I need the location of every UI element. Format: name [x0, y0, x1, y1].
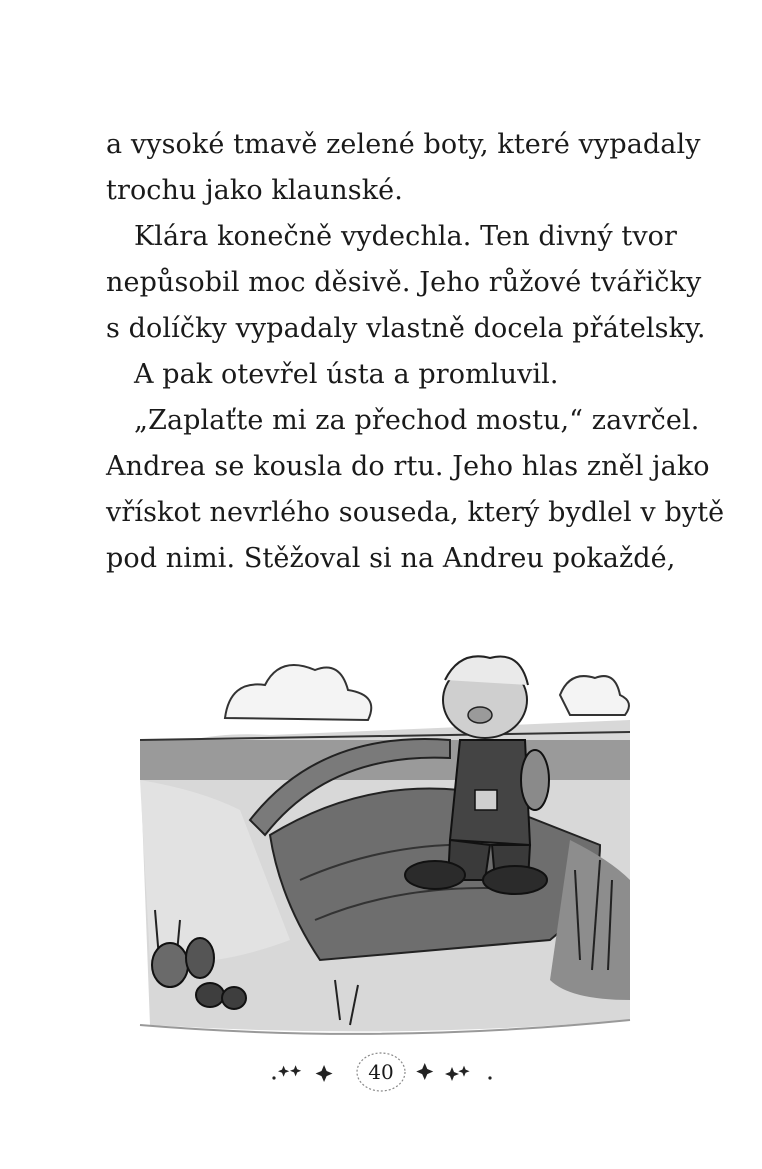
- page-number: 40: [368, 1060, 394, 1084]
- cloud-right: [560, 676, 629, 715]
- text-line: pod nimi. Stěžoval si na Andreu pokaždé,: [106, 543, 676, 574]
- text-line: a vysoké tmavě zelené boty, které vypadaly: [106, 129, 701, 160]
- body-text: [106, 122, 725, 582]
- text-line: A pak otevřel ústa a promluvil.: [134, 359, 559, 390]
- page-footer: [0, 1048, 762, 1096]
- text-line: vřískot nevrlého souseda, který bydlel v bytě: [106, 497, 725, 528]
- troll-on-bridge-illustration: [130, 640, 640, 1045]
- text-line: Klára konečně vydechla. Ten divný tvor: [134, 221, 678, 252]
- text-line: „Zaplaťte mi za přechod mostu,“ zavrčel.: [134, 405, 700, 436]
- cloud-left: [225, 665, 371, 720]
- text-line: s dolíčky vypadaly vlastně docela přátelsky.: [106, 313, 706, 344]
- text-line: trochu jako klaunské.: [106, 175, 403, 206]
- text-line: Andrea se kousla do rtu. Jeho hlas zněl jako: [106, 451, 710, 482]
- stars-decoration-left: [262, 1058, 352, 1088]
- text-line: nepůsobil moc děsivě. Jeho růžové tvářičky: [106, 267, 702, 298]
- stars-decoration-right: [412, 1058, 502, 1088]
